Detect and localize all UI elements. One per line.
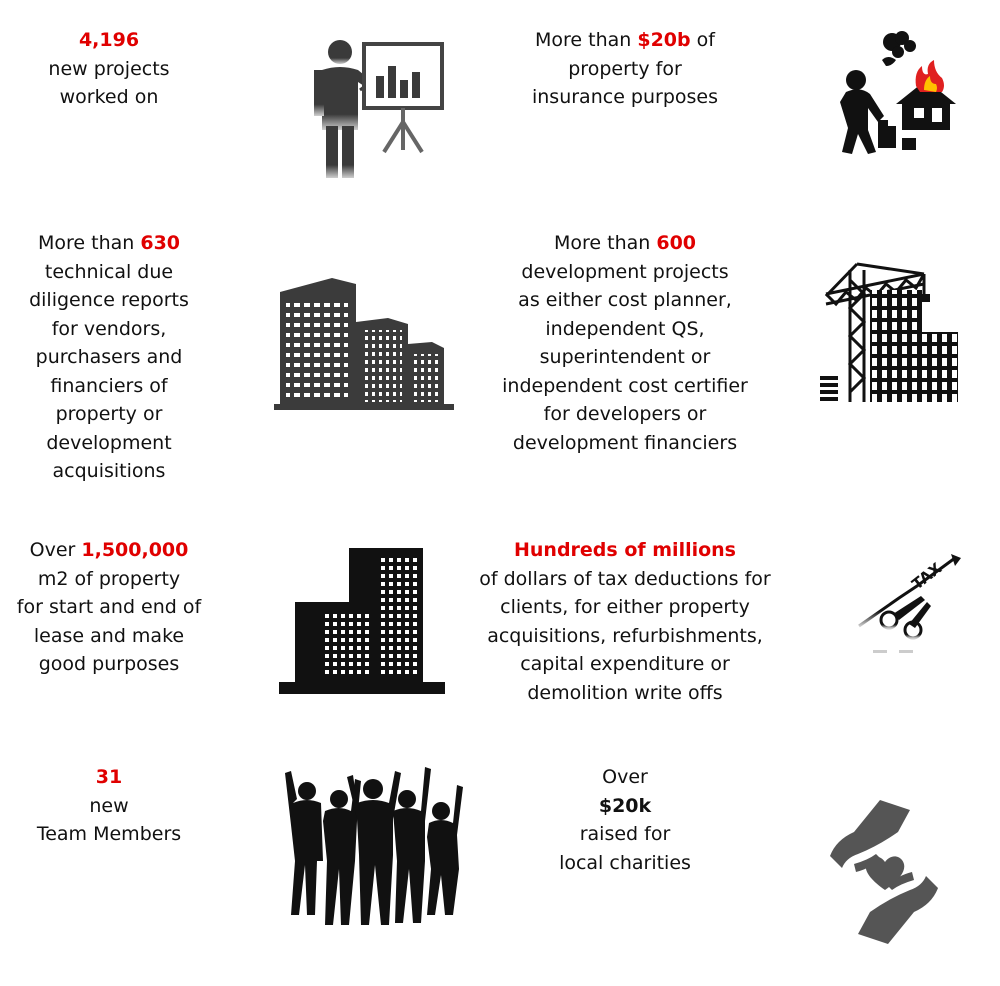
stat-text: raised for [579,823,671,845]
presenter-chart-icon [300,30,460,180]
stat-text: Over [602,766,648,788]
crane-building-icon [820,260,965,410]
office-buildings-icon [272,270,457,420]
stat-text: m2 of property [37,567,181,590]
stat-text: for vendors, [51,317,167,340]
stat-line [460,650,790,679]
stat-line [0,372,218,401]
stat-highlight: $20k [598,794,652,817]
stat-text: development financiers [512,431,738,454]
stat-line [0,536,218,565]
stat-text: demolition write offs [527,681,723,704]
stat-line [470,26,780,55]
stat-line [470,372,780,401]
stat-line [470,315,780,344]
skyscrapers-icon [275,540,450,700]
stat-line [470,258,780,287]
stat-text: new projects [48,57,170,80]
stat-projects-text [0,26,218,112]
stat-line [470,286,780,315]
stat-line [0,55,218,84]
cheering-team-icon [285,765,465,930]
stat-line [460,536,790,565]
stat-highlight: 4,196 [78,29,140,51]
stat-line [0,400,218,429]
stat-line [0,650,218,679]
stat-text: good purposes [38,653,180,675]
stat-text: as either cost planner, [518,289,732,311]
stat-charity-text [470,763,780,877]
stat-highlight: 600 [656,232,697,254]
stat-lease-text [0,536,218,679]
stat-text: of dollars of tax deductions for [479,567,771,590]
tax-scissors-icon [855,550,965,660]
stat-text: diligence reports [29,289,189,311]
stat-text: More than [535,29,638,51]
stat-highlight: 31 [95,766,123,788]
stat-text: of [690,29,715,51]
stat-text: property for [568,57,682,80]
stat-team-text [0,763,218,849]
stat-line [470,400,780,429]
stat-line [0,26,218,55]
stat-text: purchasers and [35,346,183,368]
stat-line [0,622,218,651]
house-fire-worker-icon [830,30,970,160]
stat-tax-text [460,536,790,707]
stat-text: Over [29,539,82,561]
stat-highlight: Hundreds of millions [513,539,736,561]
stat-line [0,258,218,287]
stat-highlight: $20b [637,29,691,51]
stat-line [460,679,790,708]
stat-line [470,83,780,112]
stat-line [0,343,218,372]
stat-text: local charities [559,851,691,874]
stat-line [0,229,218,258]
stat-line [470,820,780,849]
stat-line [0,315,218,344]
stat-text: worked on [59,86,159,108]
stat-line [460,622,790,651]
stat-development-text [470,229,780,457]
stat-text: clients, for either property [500,596,750,618]
stat-text: lease and make [33,624,185,647]
stat-text: Team Members [36,823,182,845]
stat-line [460,565,790,594]
stat-line [0,286,218,315]
stat-text: superintendent or [539,346,711,368]
stat-line [470,849,780,878]
stat-line [0,763,218,792]
stat-line [0,792,218,821]
stat-text: insurance purposes [531,86,719,108]
stat-line [460,593,790,622]
stat-line [470,429,780,458]
stat-text: development [46,431,172,454]
stat-line [470,763,780,792]
stat-line [0,820,218,849]
stat-line [0,83,218,112]
stat-insurance-text [470,26,780,112]
stat-text: independent QS, [545,317,705,340]
stat-text: for start and end of [16,596,202,618]
hands-heart-icon [828,798,943,948]
stat-line [0,429,218,458]
tax-label: TAX [908,559,946,594]
stat-text: acquisitions, refurbishments, [487,624,763,647]
stat-line [470,55,780,84]
stat-line [0,593,218,622]
stat-text: acquisitions [52,460,166,482]
stat-line [470,229,780,258]
stat-text: More than [553,232,657,254]
stat-text: technical due [44,260,174,283]
stat-highlight: 1,500,000 [81,539,189,561]
stat-line [470,792,780,821]
stat-text: for developers or [543,403,707,425]
stat-text: capital expenditure or [520,653,730,675]
stat-text: independent cost certifier [502,374,748,397]
stat-line [0,457,218,486]
stat-text: financiers of [50,374,168,397]
stat-line [0,565,218,594]
stat-highlight: 630 [140,232,181,254]
stat-text: new [89,794,129,817]
stat-text: property or [55,403,163,425]
stat-text: development projects [521,260,729,283]
stat-line [470,343,780,372]
stat-due-diligence-text [0,229,218,486]
stat-text: More than [37,232,141,254]
